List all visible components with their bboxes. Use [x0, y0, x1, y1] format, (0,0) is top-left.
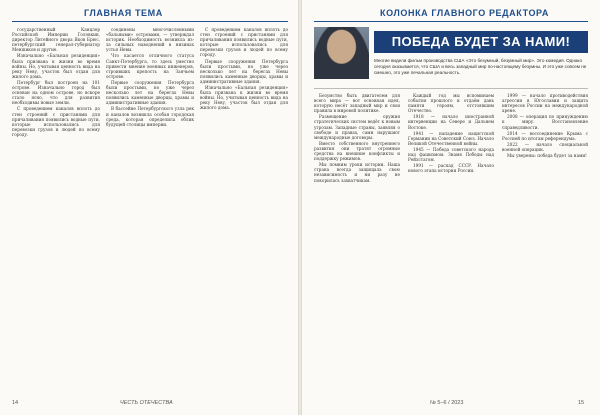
- paragraph: Каждый год мы вспоминаем события прошлого и отдаём дань памяти героям, отстоявшим Отечество.: [408, 93, 494, 114]
- paragraph: 1945 — Победа советского народа над фашизмом. Знамя Победы над Рейхстагом.: [408, 146, 494, 163]
- paragraph: В бассейне Петербургского узла рек и каналов возникла особая городская среда, которая определила облик будущей столицы империи.: [106, 106, 194, 127]
- paragraph: 1991 — распад СССР. Начало нового этапа истории России.: [408, 163, 494, 174]
- paragraph: Мы уверены: победа будет за нами!: [507, 153, 587, 159]
- lead-divider: [314, 88, 588, 89]
- article-headline: ПОБЕДА БУДЕТ ЗА НАМИ!: [374, 31, 588, 53]
- rubric-divider: [314, 21, 588, 22]
- paragraph: соединены многочисленными «бальными» островами, — утверждал историк. Необходимость возникла из-за сильных наводнений в низинах устья Невы.: [106, 27, 194, 53]
- paragraph: Первые сооружения Петербурга были простыми, но уже через несколько лет на берегах Невы появились каменные дворцы, храмы и административные здания.: [106, 79, 194, 106]
- page-number: 14: [12, 400, 19, 406]
- paragraph: Изначально «Бальная резиденция» была призвана к жизни во время войны. Но, учитывая ценность вида на реку Неву, участок был отдан для жилого дома.: [12, 53, 100, 79]
- paragraph: 1941 — нападение нацистской Германии на Советский Союз. Начало Великой Отечественной войны.: [408, 130, 494, 146]
- paragraph: Мы помним уроки истории. Наша страна всегда защищала свою независимость и ни разу не покорилась захватчикам.: [314, 162, 400, 183]
- issue-number: № 5–6 / 2023: [430, 400, 464, 406]
- paragraph: Безумство быть двигателем для всего мира — вот основная идея, которую несёт западный мир и свои правила в мировой политике.: [314, 93, 400, 114]
- paragraph: государственный Канцлер Российской Империи Головкин, директор Литейного двора Яков Брюс, петербургский генерал-губернатор Меншиков и другие.: [12, 27, 100, 53]
- editorial-column-1: [314, 93, 400, 392]
- paragraph: Изначально «Бальная резиденция» была призвана к жизни во время войны. Но, учитывая ценность вида на реку Неву, участок был отдан для жилого дома.: [200, 85, 288, 111]
- page-number: 15: [578, 400, 585, 406]
- paragraph: 2014 — воссоединение Крыма с Россией по итогам референдума.: [502, 130, 588, 141]
- paragraph: 1999 — начало противодействия агрессии в Югославии и защита интересов России на международной арене.: [502, 93, 588, 114]
- paragraph: С проведением каналов вплоть до стен строений с пристанями для причаливания появились водные пути, которые использовались для перевозки грузов и людей по всему городу.: [12, 106, 100, 137]
- article-lead: Многие видели фильм производства США «Это безумный, безумный мир». Это комедия. Однако сегодня оказывается, что США и весь западный мир по-настоящему безумны. И это уже совсем не смешно, это уже печальная реальность.: [374, 58, 587, 75]
- paragraph: Размещение оружия стратегических систем ведёт к новым угрозам. Западные страны, заявляя о свободе и правах, сами нарушают международные договоры.: [314, 114, 400, 140]
- paragraph: Первые сооружения Петербурга были простыми, но уже через несколько лет на берегах Невы появились каменные дворцы, храмы и административные здания.: [200, 58, 288, 84]
- paragraph: 2008 — операция по принуждению к миру. Восстановление справедливости.: [502, 114, 588, 130]
- article-column-1: [12, 27, 100, 392]
- magazine-name: ЧЕСТЬ ОТЕЧЕСТВА: [120, 400, 173, 406]
- editorial-column-2: [408, 93, 494, 392]
- rubric-divider: [12, 21, 288, 22]
- editor-photo: [314, 27, 369, 79]
- article-column-2: [106, 27, 194, 392]
- paragraph: Что касается отличного статуса Санкт-Петербурга, то здесь уместно привести мнение военных инженеров, строивших крепость на Заячьем острове.: [106, 53, 194, 79]
- paragraph: 2022 — начало специальной военной операции.: [502, 141, 588, 152]
- article-column-3: [200, 27, 288, 392]
- paragraph: Петербург был построен на 101 острове. Изначально город был основан на одном острове, но вскоре стало ясно, что для развития необходимы новые земли.: [12, 79, 100, 106]
- editor-column-rubric: КОЛОНКА ГЛАВНОГО РЕДАКТОРА: [380, 8, 549, 18]
- left-page: [0, 0, 298, 415]
- paragraph: С проведением каналов вплоть до стен строений с пристанями для причаливания появились водные пути, которые использовались для перевозки грузов и людей по всему городу.: [200, 27, 288, 58]
- paragraph: Вместо собственного внутреннего развития они тратят огромные средства на внешние конфликты и поддержку режимов.: [314, 140, 400, 162]
- section-rubric: ГЛАВНАЯ ТЕМА: [84, 8, 163, 18]
- paragraph: 1918 — начало иностранной интервенции на Севере и Дальнем Востоке.: [408, 114, 494, 130]
- editorial-column-3: [502, 93, 588, 392]
